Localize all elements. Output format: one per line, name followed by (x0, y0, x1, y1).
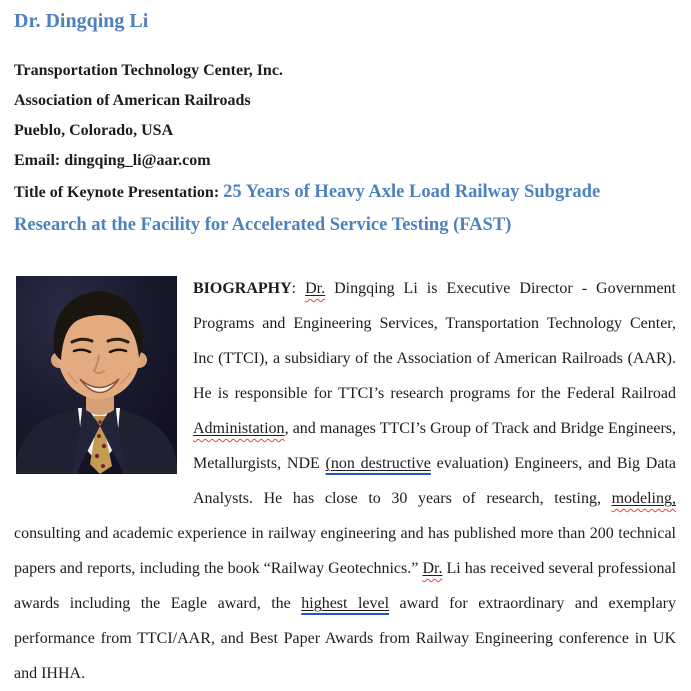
spellcheck-flagged-text (193, 420, 285, 437)
grammar-flagged-text (301, 595, 389, 612)
biography-section (14, 271, 676, 691)
underlined-text: Dr. (305, 280, 326, 297)
spellcheck-flagged-text (305, 280, 325, 297)
affiliation-block (14, 56, 676, 176)
affiliation-line-location: Pueblo, Colorado, USA (14, 122, 174, 139)
keynote-label: Title of Keynote Presentation: (14, 184, 224, 201)
underlined-text: (non destructive (325, 455, 431, 472)
underlined-text: Administation (193, 420, 285, 437)
page-title: Dr. Dingqing Li (14, 10, 149, 32)
grammar-flagged-text (326, 455, 431, 472)
spellcheck-flagged-text (612, 490, 676, 507)
keynote-title: 25 Years of Heavy Axle Load Railway Subgrade Research at the Facility for Accelerated Service Testing (FAST) (14, 182, 601, 235)
biography-paragraph: BIOGRAPHY: Dr. Dingqing Li is Executive Director - Government Programs and Engineering Services, Transportation Technology Center, Inc (TTCI), a subsidiary of the Association of American Railroads (AAR). He is responsible for TTCI’s research programs for the Federal Railroad Administation, and manages TTCI’s Group of Track and Bridge Engineers, Metallurgists, NDE (non destructive evaluation) Engineers, and Big Data Analysts. He has close to 30 years of research, testing, modeling, consulting and academic experience in railway engineering and has published more than 200 technical papers and reports, including the book “Railway Geotechnics.” Dr. Li has received several professional awards including the Eagle award, the highest level award for extraordinary and exemplary performance from TTCI/AAR, and Best Paper Awards from Railway Engineering conference in UK and IHHA. (14, 280, 677, 682)
portrait-photo (16, 276, 177, 474)
underlined-text: modeling, (611, 490, 676, 507)
underlined-text: highest level (301, 595, 390, 612)
affiliation-line-email: Email: dingqing_li@aar.com (14, 152, 211, 169)
keynote-line (14, 176, 676, 242)
spellcheck-flagged-text (422, 560, 442, 577)
biography-heading-word: BIOGRAPHY (193, 280, 292, 297)
affiliation-line-association: Association of American Railroads (14, 92, 251, 109)
affiliation-line-company: Transportation Technology Center, Inc. (14, 62, 283, 79)
underlined-text: Dr. (422, 560, 443, 577)
